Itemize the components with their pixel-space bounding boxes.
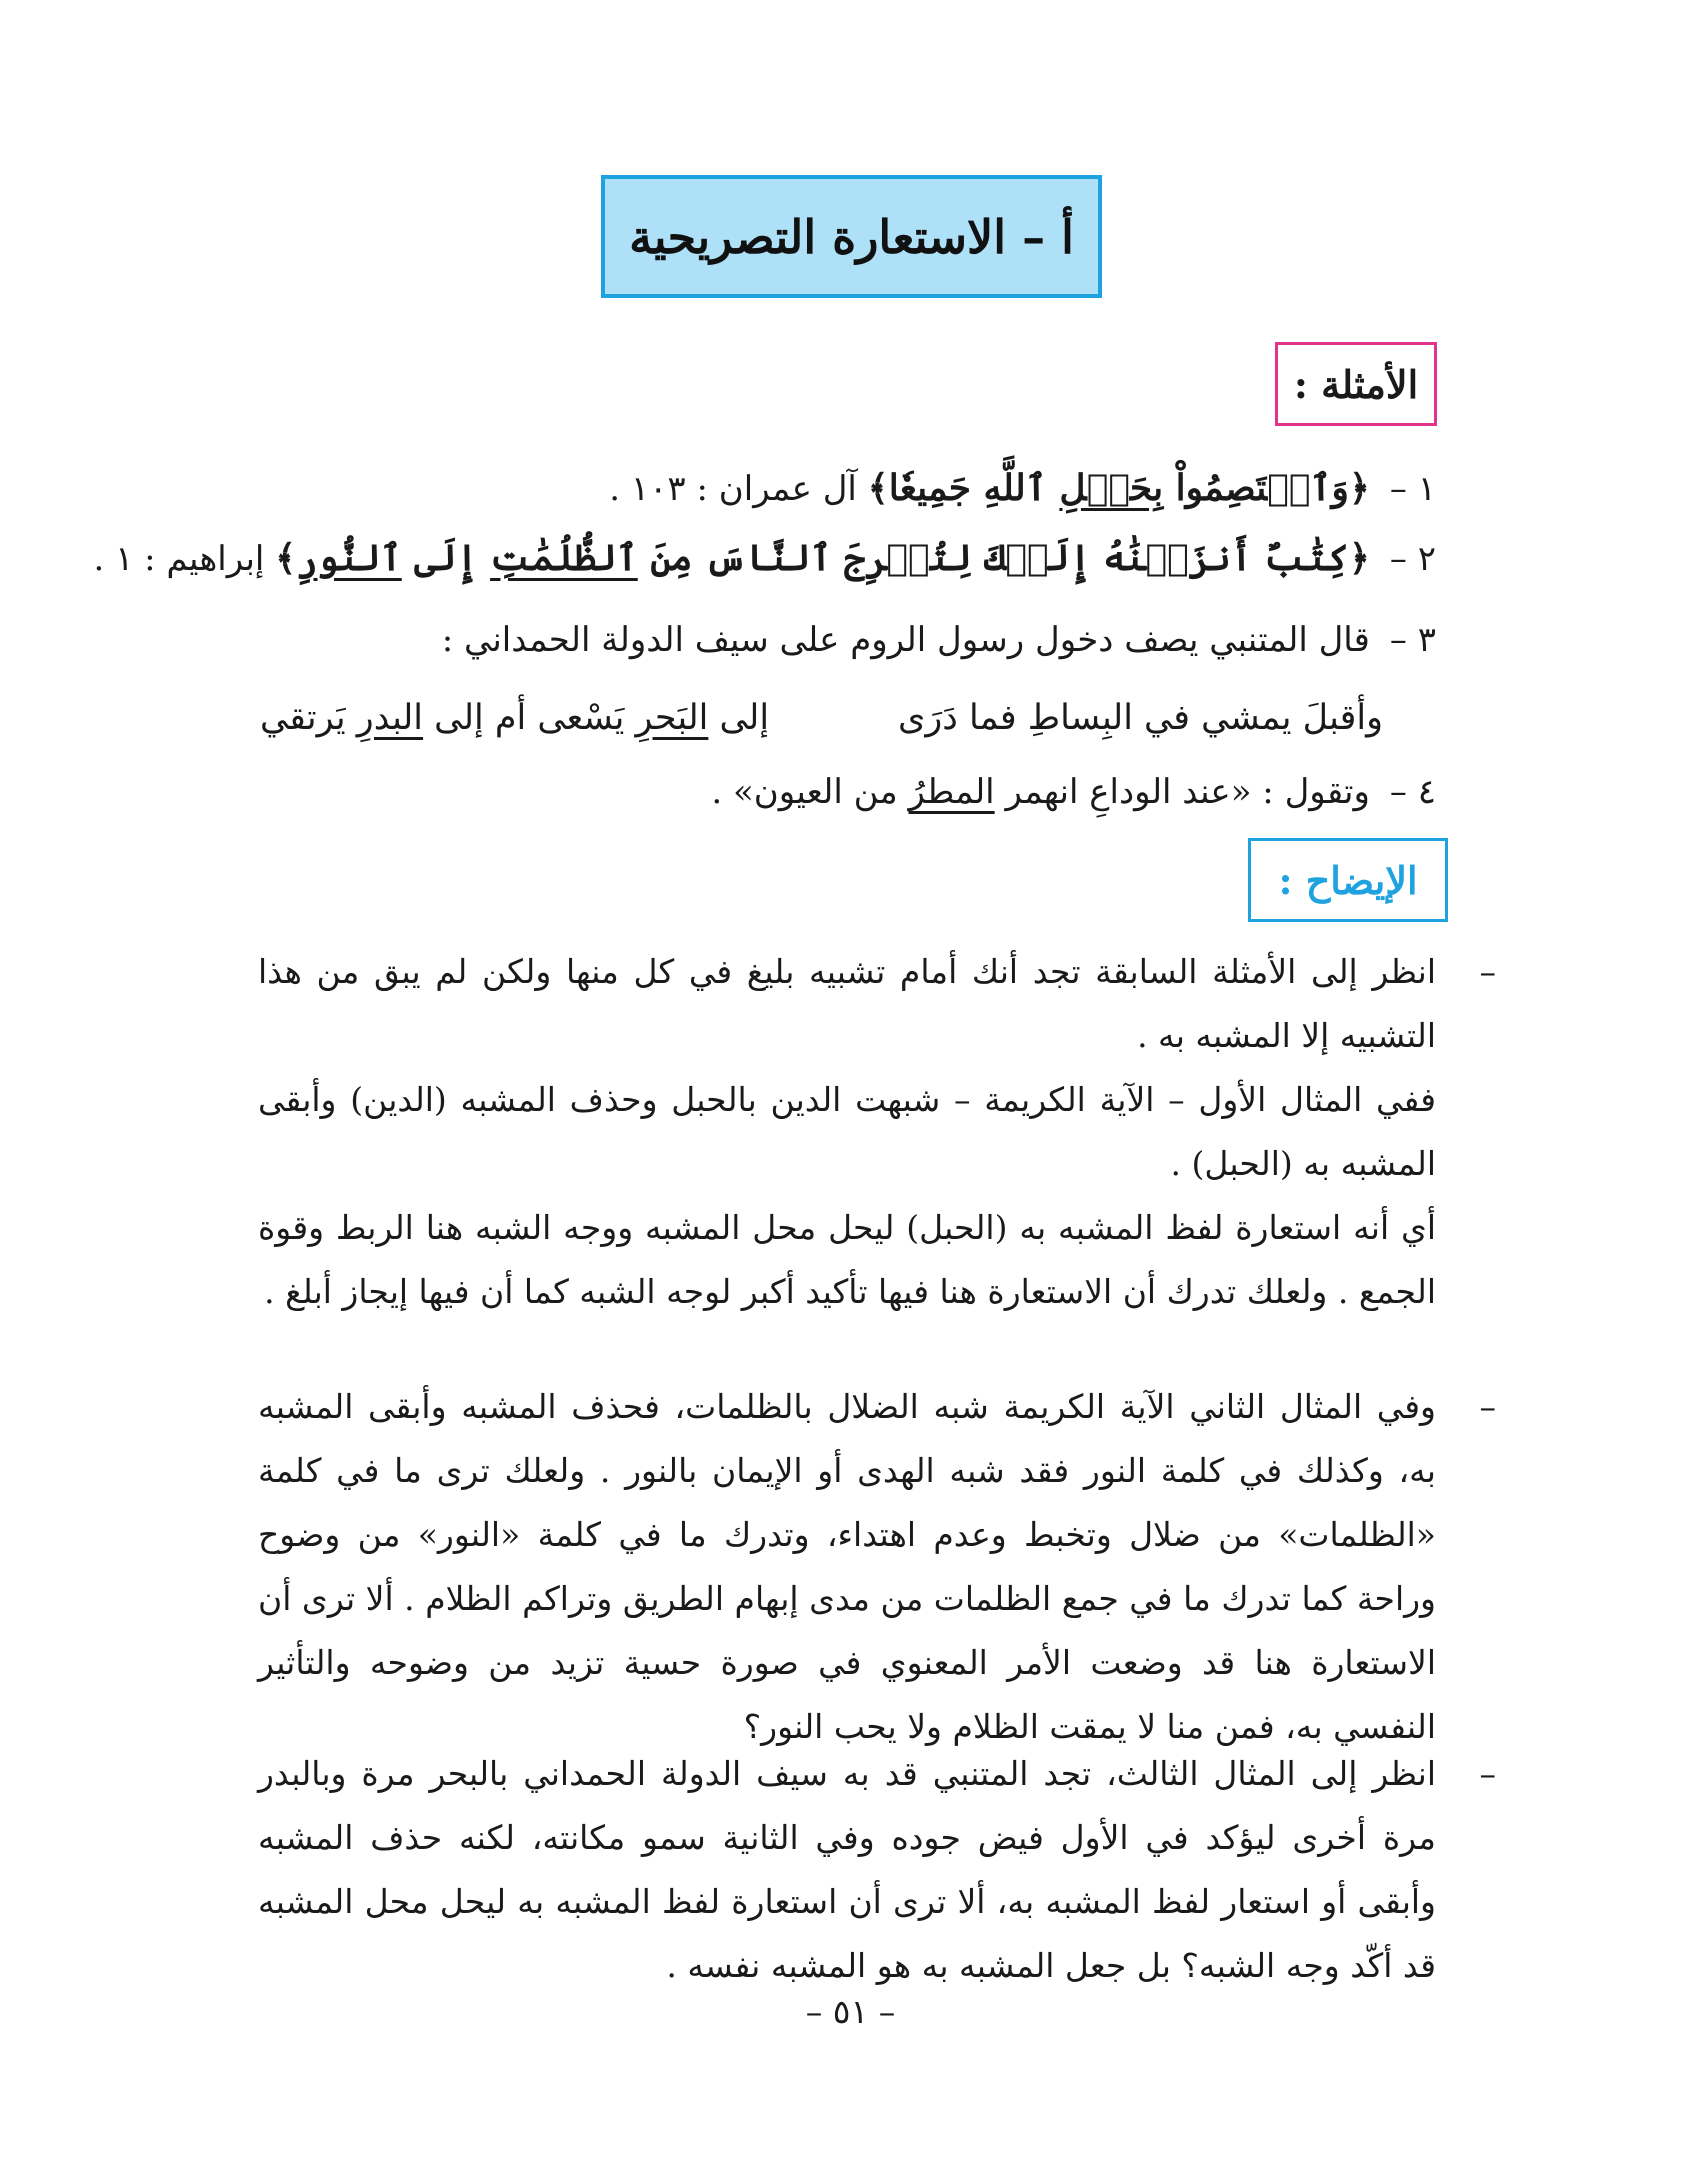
quran-text: ﴿وَٱعۡتَصِمُواْ بِحَبۡلِ ٱللَّهِ جَمِيعٗا﴾: [867, 467, 1370, 509]
quran-text: ﴿كِتَٰبٌ أَنزَلۡنَٰهُ إِلَيۡكَ لِتُخۡرِجَ ٱلنَّاسَ مِنَ ٱلظُّلُمَٰتِ إِلَى ٱلنُّورِ﴾: [275, 537, 1370, 579]
paragraph-3: أي أنه استعارة لفظ المشبه به (الحبل) ليحل محل المشبه ووجه الشبه هنا الربط وقوة الجمع . ولعلك تدرك أن الاستعارة هنا فيها تأكيد أكبر لوجه الشبه كما أن فيها إيجاز أبلغ .: [258, 1208, 1436, 1311]
example-text: قال المتنبي يصف دخول رسول الروم على سيف الدولة الحمداني :: [441, 620, 1370, 660]
example-number: ٣ –: [1389, 620, 1436, 660]
example-1: [255, 458, 1436, 519]
paragraph-5: – انظر إلى المثال الثالث، تجد المتنبي قد به سيف الدولة الحمداني بالبحر مرة وبالبدر مرة أخرى ليؤكد في الأول فيض جوده وفي الثانية سمو مكانته، لكنه حذف المشبه وأبقى أو استعار لفظ المشبه به، ألا ترى أن استعارة لفظ المشبه به ليحل محل المشبه قد أكّد وجه الشبه؟ بل جعل المشبه به هو المشبه نفسه .: [258, 1742, 1436, 1998]
example-number: ١ –: [1389, 469, 1436, 509]
example-4: [255, 762, 1436, 822]
paragraph-2: ففي المثال الأول – الآية الكريمة – شبهت الدين بالحبل وحذف المشبه (الدين) وأبقى المشبه به (الحبل) .: [258, 1080, 1436, 1183]
verse-reference: إبراهيم : ١ .: [93, 539, 276, 579]
examples-label: الأمثلة :: [1275, 342, 1437, 426]
bullet-dash: –: [1479, 1387, 1496, 1426]
clarification-label: الإيضاح :: [1248, 838, 1448, 922]
bullet-dash: –: [1479, 1754, 1496, 1793]
paragraph-1: – انظر إلى الأمثلة السابقة تجد أنك أمام تشبيه بليغ في كل منها ولكن لم يبق من هذا التشبيه إلا المشبه به .: [258, 940, 1436, 1068]
verse-reference: آل عمران : ١٠٣ .: [609, 469, 868, 509]
example-3: [255, 610, 1436, 670]
page-number: – ٥١ –: [805, 1992, 896, 2031]
second-hemistich: إلى البَحرِ يَسْعى أم إلى البدرِ يَرتقي: [260, 698, 770, 738]
bullet-dash: –: [1479, 952, 1496, 991]
poetry-verse: [260, 688, 1383, 748]
example-number: ٢ –: [1389, 539, 1436, 579]
example-number: ٤ –: [1389, 772, 1436, 812]
example-text: وتقول : «عند الوداعِ انهمر المطرُ من العيون» .: [711, 772, 1370, 812]
example-2: [93, 528, 1436, 589]
first-hemistich: وأقبلَ يمشي في البِساطِ فما دَرَى: [897, 698, 1383, 738]
paragraph-4: – وفي المثال الثاني الآية الكريمة شبه الضلال بالظلمات، فحذف المشبه وأبقى المشبه به، وكذلك في كلمة النور فقد شبه الهدى أو الإيمان بالنور . ولعلك ترى ما في كلمة «الظلمات» من ضلال وتخبط وعدم اهتداء، وتدرك ما في كلمة «النور» من وضوح وراحة كما تدرك ما في جمع الظلمات من مدى إبهام الطريق وتراكم الظلام . ألا ترى أن الاستعارة هنا قد وضعت الأمر المعنوي في صورة حسية تزيد من وضوحه والتأثير النفسي به، فمن منا لا يمقت الظلام ولا يحب النور؟: [258, 1375, 1436, 1759]
section-title: أ – الاستعارة التصريحية: [601, 175, 1102, 298]
